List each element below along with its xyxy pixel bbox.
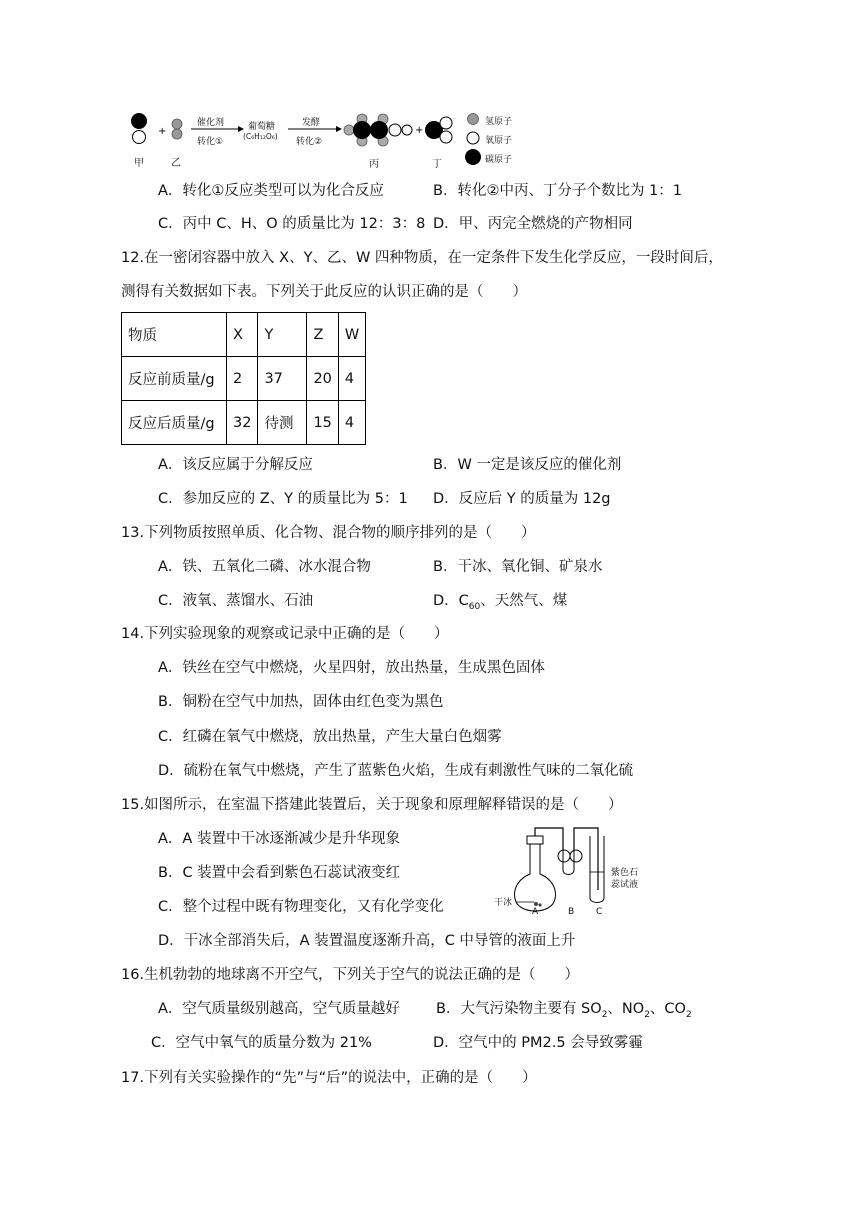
legend-hydrogen-label: 氢原子 — [485, 117, 513, 127]
label-litmus-1: 紫色石 — [611, 868, 639, 878]
q17-stem: 17.下列有关实验操作的“先”与“后”的说法中，正确的是（ ） — [121, 1070, 537, 1086]
q12-option-d: D．反应后 Y 的质量为 12g — [433, 491, 611, 507]
q15-option-a: A．A 装置中干冰逐渐减少是升华现象 — [158, 831, 400, 847]
q15-stem: 15.如图所示，在室温下搭建此装置后，关于现象和原理解释错误的是（ ） — [121, 797, 623, 813]
q14-stem: 14.下列实验现象的观察或记录中正确的是（ ） — [121, 626, 449, 642]
jia-oxygen-atom — [133, 131, 146, 144]
table-header-cell: X — [227, 313, 258, 357]
plus-sign-2: + — [415, 125, 424, 136]
q16-option-c: C．空气中氧气的质量分数为 21% — [151, 1035, 372, 1051]
q16-b-text-3: 、CO — [649, 1001, 686, 1017]
q15-option-c: C．整个过程中既有物理变化，又有化学变化 — [158, 899, 444, 915]
plus-sign: + — [158, 126, 167, 137]
q12-data-table — [121, 312, 366, 445]
q13-option-a: A．铁、五氧化二磷、冰水混合物 — [158, 559, 371, 575]
flask-a — [515, 840, 556, 911]
tube-b-c — [574, 828, 598, 890]
flask-stopper — [527, 836, 543, 844]
glucose-formula: (C₆H₁₂O₆) — [243, 132, 278, 141]
q11-option-d: D．甲、丙完全燃烧的产物相同 — [433, 216, 633, 232]
q13-option-c: C．液氧、蒸馏水、石油 — [158, 593, 314, 609]
q16-option-a: A．空气质量级别越高，空气质量越好 — [158, 1001, 400, 1017]
q14-option-c: C．红磷在氧气中燃烧，放出热量，产生大量白色烟雾 — [158, 729, 502, 745]
yi-hydrogen-atom-1 — [172, 119, 182, 129]
legend-oxygen-icon — [467, 132, 479, 144]
label-yi: 乙 — [171, 158, 181, 169]
q13-option-b: B．干冰、氧化铜、矿泉水 — [433, 559, 603, 575]
q12-option-a: A．该反应属于分解反应 — [158, 457, 313, 473]
label-dry-ice: 干冰 — [494, 898, 513, 908]
q14-option-a: A．铁丝在空气中燃烧，火星四射，放出热量，生成黑色固体 — [158, 660, 545, 676]
glucose-name: 葡萄糖 — [248, 122, 276, 132]
q11-option-c: C．丙中 C、H、O 的质量比为 12：3：8 — [158, 216, 426, 232]
q14-option-d: D．硫粉在氧气中燃烧，产生了蓝紫色火焰，生成有刺激性气味的二氧化硫 — [158, 763, 634, 779]
table-cell: 37 — [258, 357, 307, 401]
step2-label: 转化② — [296, 137, 323, 147]
q15-option-d: D．干冰全部消失后，A 装置温度逐渐升高，C 中导管的液面上升 — [158, 933, 576, 949]
step1-label: 转化① — [197, 137, 224, 147]
test-tube-c — [590, 836, 604, 903]
yi-hydrogen-atom-2 — [172, 129, 182, 139]
label-b: B — [568, 907, 575, 917]
q12-option-b: B．W 一定是该反应的催化剂 — [433, 457, 622, 473]
q12-stem-line1: 12.在一密闭容器中放入 X、Y、乙、W 四种物质，在一定条件下发生化学反应，一段时间后， — [121, 250, 723, 266]
q16-b-sub-3: 2 — [685, 1009, 692, 1020]
bing-oxygen — [389, 124, 401, 136]
table-header-cell: W — [338, 313, 365, 357]
legend-carbon-icon — [465, 149, 481, 165]
q16-b-sub-2: 2 — [644, 1009, 650, 1020]
legend-hydrogen-icon — [468, 114, 479, 125]
q12-stem-line2: 测得有关数据如下表。下列关于此反应的认识正确的是（ ） — [121, 284, 527, 300]
table-row — [122, 401, 366, 445]
q13-stem: 13.下列物质按照单质、化合物、混合物的顺序排列的是（ ） — [121, 525, 536, 541]
table-cell: 2 — [227, 357, 258, 401]
label-litmus-2: 蕊试液 — [611, 880, 639, 890]
dry-ice-pieces-2 — [538, 903, 541, 906]
ding-oxygen-bottom — [440, 131, 452, 143]
ding-oxygen-top — [440, 117, 452, 129]
table-cell: 20 — [307, 357, 338, 401]
table-cell: 4 — [338, 401, 365, 445]
table-row — [122, 357, 366, 401]
bing-carbon-2 — [370, 121, 388, 139]
q13-d-prefix: D．C — [433, 593, 469, 609]
q13-d-suffix: 、天然气、煤 — [480, 593, 568, 609]
jia-carbon-atom — [131, 113, 147, 129]
q14-option-b: B．铜粉在空气中加热，固体由红色变为黑色 — [158, 694, 444, 710]
q15-option-b: B．C 装置中会看到紫色石蕊试液变红 — [158, 865, 401, 881]
q16-b-text-2: 、NO — [607, 1001, 645, 1017]
table-cell: 15 — [307, 401, 338, 445]
arrow-2-head — [336, 126, 342, 132]
step2-ferment: 发酵 — [302, 118, 321, 128]
dry-ice-pieces — [534, 902, 538, 906]
label-jia: 甲 — [134, 158, 144, 169]
q16-b-sub-1: 2 — [601, 1009, 608, 1020]
table-header-cell: Y — [258, 313, 307, 357]
q16-option-b — [436, 999, 692, 1025]
bulb-left — [558, 850, 570, 862]
step1-catalyst: 催化剂 — [197, 118, 225, 128]
table-cell: 32 — [227, 401, 258, 445]
legend-carbon-label: 碳原子 — [485, 155, 513, 165]
q13-d-subscript: 60 — [468, 601, 481, 612]
label-c: C — [596, 907, 603, 917]
legend-oxygen-label: 氧原子 — [485, 136, 513, 146]
table-cell: 反应后质量/g — [122, 401, 227, 445]
bing-hydrogen-l — [344, 125, 354, 135]
bulb-right — [570, 850, 582, 862]
table-header-row — [122, 313, 366, 357]
table-cell: 待测 — [258, 401, 307, 445]
q16-stem: 16.生机勃勃的地球离不开空气，下列关于空气的说法正确的是（ ） — [121, 967, 580, 983]
bing-carbon-1 — [353, 121, 371, 139]
table-header-cell: Z — [307, 313, 338, 357]
label-ding: 丁 — [432, 159, 442, 170]
table-cell: 反应前质量/g — [122, 357, 227, 401]
q13-option-d — [433, 591, 567, 617]
label-bing: 丙 — [369, 159, 379, 170]
q16-option-d: D．空气中的 PM2.5 会导致雾霾 — [433, 1035, 643, 1051]
table-header-cell: 物质 — [122, 313, 227, 357]
q12-option-c: C．参加反应的 Z、Y 的质量比为 5：1 — [158, 491, 408, 507]
bing-hydrogen-o — [402, 125, 412, 135]
label-a: A — [532, 907, 539, 917]
q11-option-a: A．转化①反应类型可以为化合反应 — [158, 183, 384, 199]
q16-b-text-1: B．大气污染物主要有 SO — [436, 1001, 602, 1017]
table-cell: 4 — [338, 357, 365, 401]
q11-option-b: B．转化②中丙、丁分子个数比为 1：1 — [433, 183, 683, 199]
